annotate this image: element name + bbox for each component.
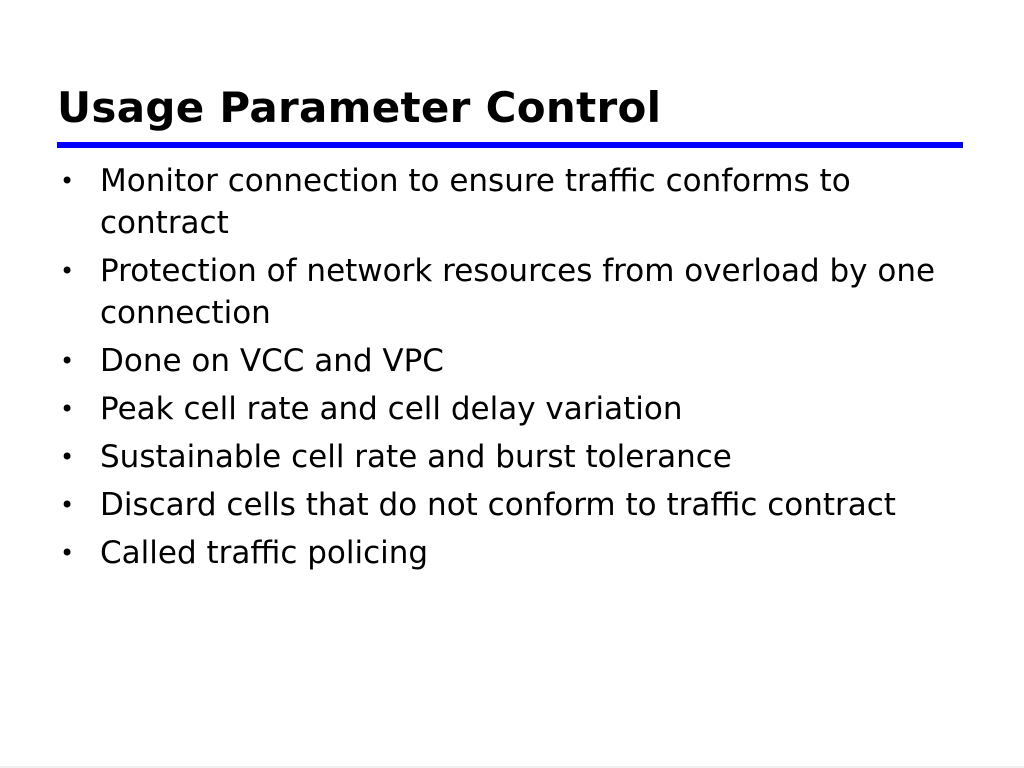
bullet-icon: •	[60, 257, 75, 285]
bullet-text: Monitor connection to ensure traffic conforms to contract	[100, 163, 851, 241]
bullet-icon: •	[60, 167, 75, 195]
bullet-text: Protection of network resources from overload by one connection	[100, 253, 936, 331]
slide-title: Usage Parameter Control	[57, 83, 662, 132]
bullet-icon: •	[60, 539, 75, 567]
bullet-text: Done on VCC and VPC	[100, 343, 444, 379]
title-underline	[57, 142, 963, 148]
bullet-icon: •	[60, 491, 75, 519]
bullet-item	[60, 484, 960, 526]
bullet-item	[60, 532, 960, 574]
bullet-item	[60, 250, 960, 334]
bullet-item	[60, 340, 960, 382]
bullet-text: Peak cell rate and cell delay variation	[100, 391, 683, 427]
bullet-icon: •	[60, 347, 75, 375]
bullet-text: Discard cells that do not conform to traffic contract	[100, 487, 896, 523]
bullet-text: Sustainable cell rate and burst tolerance	[100, 439, 732, 475]
bullet-item	[60, 160, 960, 244]
bullet-icon: •	[60, 443, 75, 471]
bullet-item	[60, 388, 960, 430]
bullet-item	[60, 436, 960, 478]
bullet-icon: •	[60, 395, 75, 423]
bullet-text: Called traffic policing	[100, 535, 429, 571]
bullet-list	[60, 160, 960, 580]
